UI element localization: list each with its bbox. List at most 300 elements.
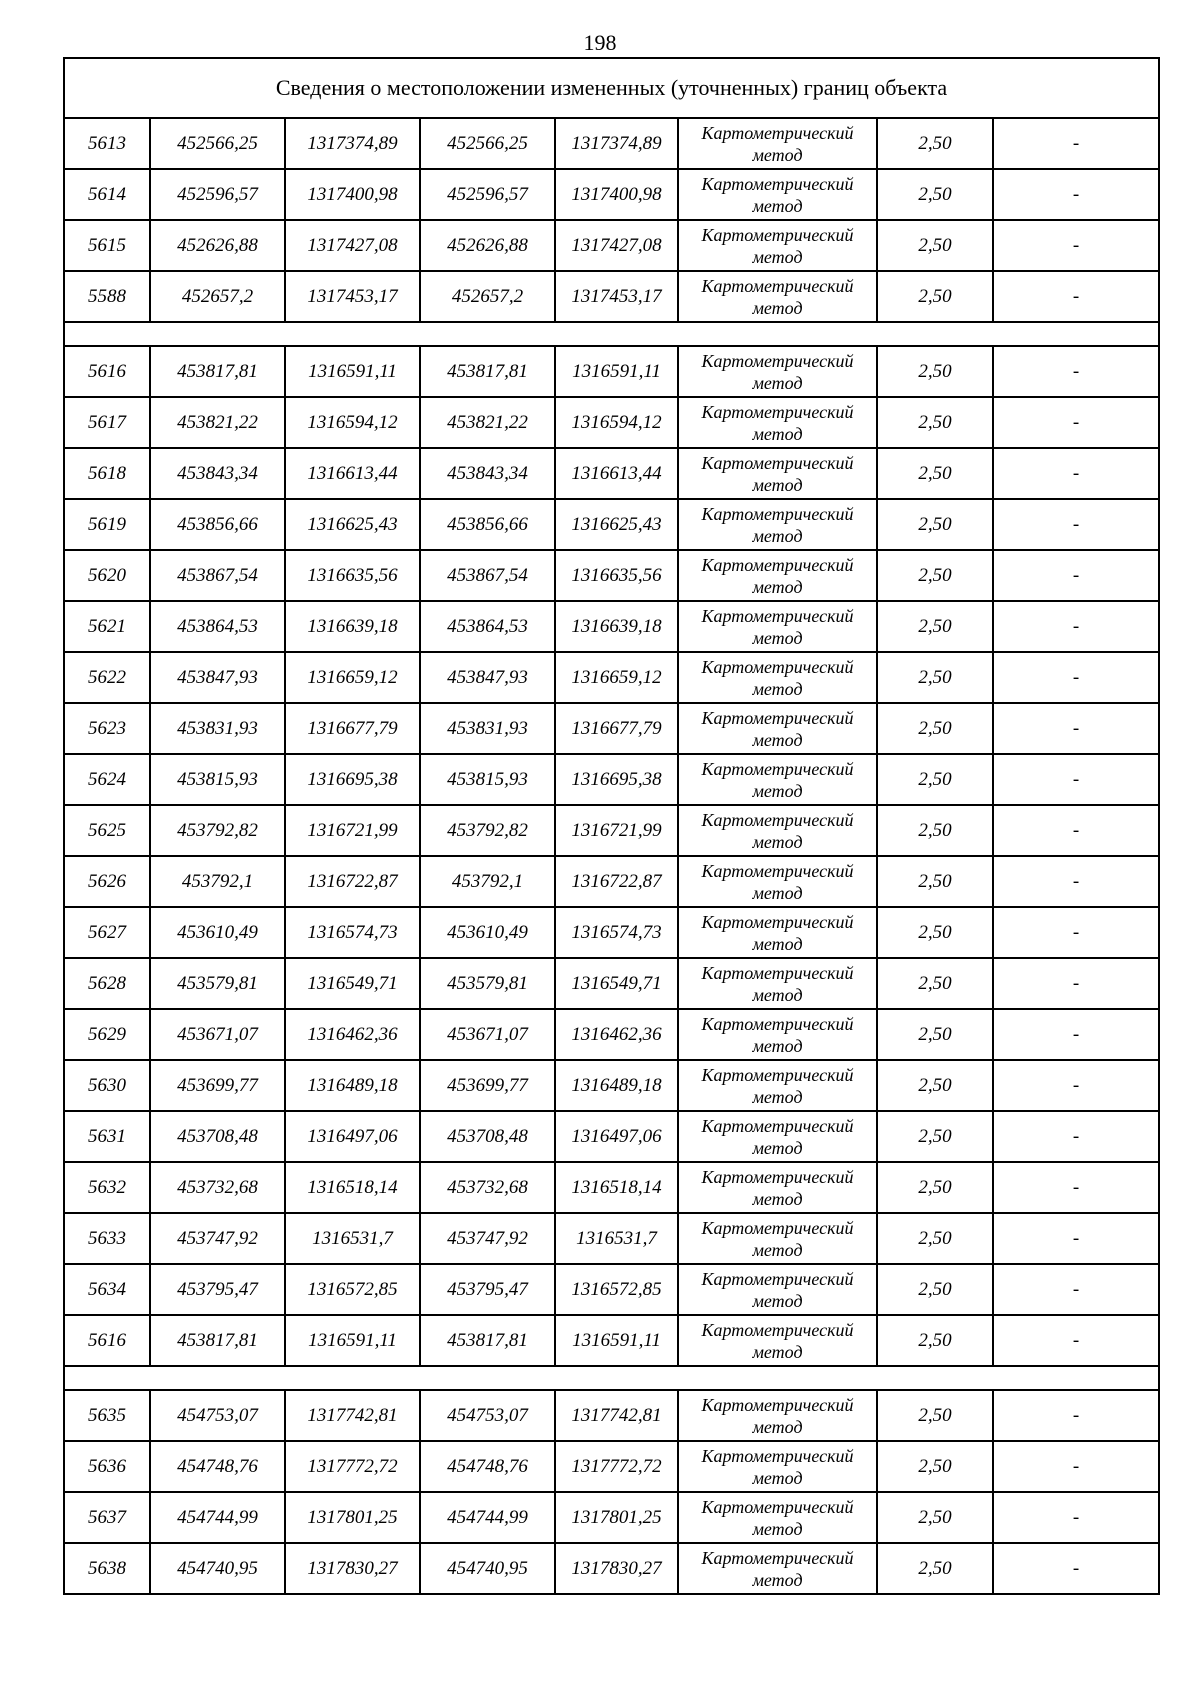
x-new-cell: 453856,66 [420, 499, 555, 550]
method-cell [678, 1213, 877, 1264]
method-line2: метод [752, 678, 803, 699]
y-new-cell: 1316625,43 [555, 499, 678, 550]
table-row [64, 1213, 1159, 1264]
table-row [64, 1162, 1159, 1213]
point-number-cell: 5637 [64, 1492, 150, 1543]
x-existing-cell: 453795,47 [150, 1264, 285, 1315]
method-cell [678, 169, 877, 220]
y-new-cell: 1317374,89 [555, 118, 678, 169]
y-existing-cell: 1316677,79 [285, 703, 420, 754]
method-line2: метод [752, 372, 803, 393]
table-row [64, 754, 1159, 805]
y-new-cell: 1316695,38 [555, 754, 678, 805]
y-existing-cell: 1316518,14 [285, 1162, 420, 1213]
note-cell: - [993, 754, 1159, 805]
point-number-cell: 5638 [64, 1543, 150, 1594]
note-cell: - [993, 1009, 1159, 1060]
y-new-cell: 1316591,11 [555, 346, 678, 397]
method-line2: метод [752, 1416, 803, 1437]
y-new-cell: 1317400,98 [555, 169, 678, 220]
method-line2: метод [752, 195, 803, 216]
accuracy-cell: 2,50 [877, 169, 993, 220]
x-new-cell: 452657,2 [420, 271, 555, 322]
method-line1: Картометрический [701, 554, 854, 575]
x-existing-cell: 454744,99 [150, 1492, 285, 1543]
y-new-cell: 1316659,12 [555, 652, 678, 703]
note-cell: - [993, 1441, 1159, 1492]
y-existing-cell: 1316659,12 [285, 652, 420, 703]
table-row [64, 397, 1159, 448]
y-existing-cell: 1317400,98 [285, 169, 420, 220]
x-existing-cell: 452596,57 [150, 169, 285, 220]
note-cell: - [993, 346, 1159, 397]
table-row [64, 1111, 1159, 1162]
accuracy-cell: 2,50 [877, 1162, 993, 1213]
point-number-cell: 5629 [64, 1009, 150, 1060]
table-title-row [64, 58, 1159, 118]
x-existing-cell: 452657,2 [150, 271, 285, 322]
method-line2: метод [752, 933, 803, 954]
y-new-cell: 1316572,85 [555, 1264, 678, 1315]
method-line2: метод [752, 627, 803, 648]
method-line2: метод [752, 525, 803, 546]
y-new-cell: 1316677,79 [555, 703, 678, 754]
method-line2: метод [752, 1086, 803, 1107]
point-number-cell: 5622 [64, 652, 150, 703]
method-line1: Картометрический [701, 173, 854, 194]
accuracy-cell: 2,50 [877, 1009, 993, 1060]
method-cell [678, 1492, 877, 1543]
method-line1: Картометрический [701, 224, 854, 245]
x-new-cell: 453792,1 [420, 856, 555, 907]
x-existing-cell: 454740,95 [150, 1543, 285, 1594]
accuracy-cell: 2,50 [877, 958, 993, 1009]
y-existing-cell: 1317427,08 [285, 220, 420, 271]
method-line1: Картометрический [701, 1013, 854, 1034]
note-cell: - [993, 550, 1159, 601]
method-line1: Картометрический [701, 1547, 854, 1568]
method-line2: метод [752, 423, 803, 444]
y-new-cell: 1317453,17 [555, 271, 678, 322]
y-new-cell: 1316594,12 [555, 397, 678, 448]
note-cell: - [993, 856, 1159, 907]
point-number-cell: 5635 [64, 1390, 150, 1441]
y-existing-cell: 1316613,44 [285, 448, 420, 499]
y-existing-cell: 1316497,06 [285, 1111, 420, 1162]
point-number-cell: 5631 [64, 1111, 150, 1162]
table-row [64, 1264, 1159, 1315]
note-cell: - [993, 118, 1159, 169]
y-new-cell: 1317427,08 [555, 220, 678, 271]
point-number-cell: 5630 [64, 1060, 150, 1111]
method-line2: метод [752, 1239, 803, 1260]
table-row [64, 1441, 1159, 1492]
table-row [64, 958, 1159, 1009]
method-line1: Картометрический [701, 350, 854, 371]
method-line2: метод [752, 1569, 803, 1590]
accuracy-cell: 2,50 [877, 754, 993, 805]
table-row [64, 550, 1159, 601]
x-existing-cell: 453792,82 [150, 805, 285, 856]
x-existing-cell: 453817,81 [150, 1315, 285, 1366]
method-line2: метод [752, 1290, 803, 1311]
x-existing-cell: 452626,88 [150, 220, 285, 271]
point-number-cell: 5623 [64, 703, 150, 754]
y-existing-cell: 1317742,81 [285, 1390, 420, 1441]
table-row [64, 601, 1159, 652]
y-new-cell: 1316635,56 [555, 550, 678, 601]
note-cell: - [993, 169, 1159, 220]
table-row [64, 346, 1159, 397]
point-number-cell: 5588 [64, 271, 150, 322]
note-cell: - [993, 1111, 1159, 1162]
accuracy-cell: 2,50 [877, 346, 993, 397]
accuracy-cell: 2,50 [877, 907, 993, 958]
x-new-cell: 454753,07 [420, 1390, 555, 1441]
x-new-cell: 453864,53 [420, 601, 555, 652]
method-cell [678, 754, 877, 805]
method-line1: Картометрический [701, 275, 854, 296]
x-existing-cell: 454753,07 [150, 1390, 285, 1441]
accuracy-cell: 2,50 [877, 1111, 993, 1162]
method-cell [678, 346, 877, 397]
method-line2: метод [752, 882, 803, 903]
method-line1: Картометрический [701, 1064, 854, 1085]
y-new-cell: 1316462,36 [555, 1009, 678, 1060]
accuracy-cell: 2,50 [877, 220, 993, 271]
method-cell [678, 118, 877, 169]
table-row [64, 1492, 1159, 1543]
y-new-cell: 1316722,87 [555, 856, 678, 907]
accuracy-cell: 2,50 [877, 856, 993, 907]
method-cell [678, 1543, 877, 1594]
method-cell [678, 1111, 877, 1162]
x-new-cell: 453699,77 [420, 1060, 555, 1111]
y-existing-cell: 1317830,27 [285, 1543, 420, 1594]
point-number-cell: 5633 [64, 1213, 150, 1264]
table-row [64, 1315, 1159, 1366]
method-cell [678, 1264, 877, 1315]
note-cell: - [993, 1390, 1159, 1441]
note-cell: - [993, 805, 1159, 856]
contour-separator-row [64, 322, 1159, 346]
x-new-cell: 452566,25 [420, 118, 555, 169]
table-row [64, 1009, 1159, 1060]
y-new-cell: 1316518,14 [555, 1162, 678, 1213]
x-existing-cell: 453699,77 [150, 1060, 285, 1111]
x-new-cell: 453671,07 [420, 1009, 555, 1060]
boundary-coordinates-table [63, 57, 1160, 1595]
x-new-cell: 453817,81 [420, 1315, 555, 1366]
method-cell [678, 550, 877, 601]
y-existing-cell: 1317453,17 [285, 271, 420, 322]
note-cell: - [993, 1213, 1159, 1264]
y-existing-cell: 1316695,38 [285, 754, 420, 805]
point-number-cell: 5618 [64, 448, 150, 499]
point-number-cell: 5632 [64, 1162, 150, 1213]
method-line2: метод [752, 780, 803, 801]
table-row [64, 499, 1159, 550]
method-line2: метод [752, 1137, 803, 1158]
contour-separator [64, 1366, 1159, 1390]
x-existing-cell: 453732,68 [150, 1162, 285, 1213]
table-row [64, 448, 1159, 499]
method-line1: Картометрический [701, 656, 854, 677]
x-existing-cell: 453579,81 [150, 958, 285, 1009]
table-row [64, 271, 1159, 322]
x-new-cell: 454744,99 [420, 1492, 555, 1543]
accuracy-cell: 2,50 [877, 1441, 993, 1492]
method-line1: Картометрический [701, 122, 854, 143]
method-line1: Картометрический [701, 1217, 854, 1238]
y-existing-cell: 1316591,11 [285, 346, 420, 397]
note-cell: - [993, 271, 1159, 322]
method-cell [678, 1441, 877, 1492]
x-existing-cell: 453831,93 [150, 703, 285, 754]
method-cell [678, 907, 877, 958]
accuracy-cell: 2,50 [877, 1213, 993, 1264]
x-existing-cell: 453856,66 [150, 499, 285, 550]
method-line2: метод [752, 1467, 803, 1488]
x-new-cell: 452596,57 [420, 169, 555, 220]
y-existing-cell: 1317801,25 [285, 1492, 420, 1543]
x-existing-cell: 453610,49 [150, 907, 285, 958]
note-cell: - [993, 1315, 1159, 1366]
method-line1: Картометрический [701, 452, 854, 473]
method-line1: Картометрический [701, 860, 854, 881]
y-existing-cell: 1316594,12 [285, 397, 420, 448]
y-new-cell: 1316497,06 [555, 1111, 678, 1162]
method-cell [678, 1390, 877, 1441]
table-row [64, 1060, 1159, 1111]
note-cell: - [993, 1543, 1159, 1594]
method-cell [678, 220, 877, 271]
x-new-cell: 453610,49 [420, 907, 555, 958]
x-new-cell: 453831,93 [420, 703, 555, 754]
method-line1: Картометрический [701, 1319, 854, 1340]
y-existing-cell: 1316549,71 [285, 958, 420, 1009]
x-new-cell: 453817,81 [420, 346, 555, 397]
method-line2: метод [752, 1518, 803, 1539]
accuracy-cell: 2,50 [877, 1315, 993, 1366]
point-number-cell: 5620 [64, 550, 150, 601]
point-number-cell: 5616 [64, 1315, 150, 1366]
method-cell [678, 499, 877, 550]
method-line1: Картометрический [701, 1268, 854, 1289]
x-existing-cell: 453671,07 [150, 1009, 285, 1060]
accuracy-cell: 2,50 [877, 1492, 993, 1543]
table-row [64, 907, 1159, 958]
accuracy-cell: 2,50 [877, 1264, 993, 1315]
accuracy-cell: 2,50 [877, 1060, 993, 1111]
x-existing-cell: 453817,81 [150, 346, 285, 397]
y-new-cell: 1317801,25 [555, 1492, 678, 1543]
table-row [64, 805, 1159, 856]
point-number-cell: 5617 [64, 397, 150, 448]
x-new-cell: 453732,68 [420, 1162, 555, 1213]
table-row [64, 1543, 1159, 1594]
method-line1: Картометрический [701, 401, 854, 422]
method-line1: Картометрический [701, 503, 854, 524]
x-existing-cell: 453821,22 [150, 397, 285, 448]
y-new-cell: 1317830,27 [555, 1543, 678, 1594]
table-row [64, 169, 1159, 220]
method-line2: метод [752, 246, 803, 267]
method-line2: метод [752, 144, 803, 165]
x-new-cell: 453795,47 [420, 1264, 555, 1315]
x-existing-cell: 454748,76 [150, 1441, 285, 1492]
method-cell [678, 1162, 877, 1213]
table-row [64, 703, 1159, 754]
x-existing-cell: 453847,93 [150, 652, 285, 703]
method-line1: Картометрический [701, 962, 854, 983]
x-existing-cell: 453815,93 [150, 754, 285, 805]
method-cell [678, 652, 877, 703]
method-line1: Картометрический [701, 1166, 854, 1187]
point-number-cell: 5628 [64, 958, 150, 1009]
x-new-cell: 453867,54 [420, 550, 555, 601]
x-new-cell: 453708,48 [420, 1111, 555, 1162]
method-line2: метод [752, 297, 803, 318]
x-existing-cell: 453792,1 [150, 856, 285, 907]
note-cell: - [993, 1264, 1159, 1315]
table-body [64, 58, 1159, 1594]
y-existing-cell: 1316635,56 [285, 550, 420, 601]
method-line1: Картометрический [701, 605, 854, 626]
method-line1: Картометрический [701, 1445, 854, 1466]
accuracy-cell: 2,50 [877, 652, 993, 703]
note-cell: - [993, 1060, 1159, 1111]
accuracy-cell: 2,50 [877, 118, 993, 169]
table-row [64, 1390, 1159, 1441]
point-number-cell: 5615 [64, 220, 150, 271]
note-cell: - [993, 499, 1159, 550]
accuracy-cell: 2,50 [877, 1390, 993, 1441]
accuracy-cell: 2,50 [877, 550, 993, 601]
method-line1: Картометрический [701, 1115, 854, 1136]
method-line1: Картометрический [701, 707, 854, 728]
x-existing-cell: 453843,34 [150, 448, 285, 499]
y-new-cell: 1317772,72 [555, 1441, 678, 1492]
table-row [64, 118, 1159, 169]
y-existing-cell: 1316574,73 [285, 907, 420, 958]
method-line2: метод [752, 831, 803, 852]
method-cell [678, 1315, 877, 1366]
note-cell: - [993, 448, 1159, 499]
table-row [64, 652, 1159, 703]
table-title: Сведения о местоположении измененных (уточненных) границ объекта [64, 58, 1159, 118]
method-line1: Картометрический [701, 1496, 854, 1517]
x-new-cell: 453747,92 [420, 1213, 555, 1264]
accuracy-cell: 2,50 [877, 1543, 993, 1594]
note-cell: - [993, 397, 1159, 448]
method-line1: Картометрический [701, 809, 854, 830]
method-cell [678, 448, 877, 499]
note-cell: - [993, 1492, 1159, 1543]
method-line2: метод [752, 984, 803, 1005]
accuracy-cell: 2,50 [877, 703, 993, 754]
y-existing-cell: 1316462,36 [285, 1009, 420, 1060]
note-cell: - [993, 601, 1159, 652]
point-number-cell: 5619 [64, 499, 150, 550]
point-number-cell: 5636 [64, 1441, 150, 1492]
note-cell: - [993, 1162, 1159, 1213]
point-number-cell: 5616 [64, 346, 150, 397]
method-cell [678, 1060, 877, 1111]
point-number-cell: 5614 [64, 169, 150, 220]
x-new-cell: 453792,82 [420, 805, 555, 856]
x-new-cell: 453843,34 [420, 448, 555, 499]
point-number-cell: 5624 [64, 754, 150, 805]
y-new-cell: 1316531,7 [555, 1213, 678, 1264]
point-number-cell: 5634 [64, 1264, 150, 1315]
y-existing-cell: 1316572,85 [285, 1264, 420, 1315]
x-existing-cell: 453867,54 [150, 550, 285, 601]
y-existing-cell: 1316591,11 [285, 1315, 420, 1366]
method-line2: метод [752, 1188, 803, 1209]
method-line2: метод [752, 576, 803, 597]
accuracy-cell: 2,50 [877, 271, 993, 322]
method-line2: метод [752, 474, 803, 495]
note-cell: - [993, 703, 1159, 754]
y-existing-cell: 1317374,89 [285, 118, 420, 169]
method-line1: Картометрический [701, 758, 854, 779]
y-existing-cell: 1316531,7 [285, 1213, 420, 1264]
y-new-cell: 1317742,81 [555, 1390, 678, 1441]
note-cell: - [993, 958, 1159, 1009]
y-existing-cell: 1316489,18 [285, 1060, 420, 1111]
table-row [64, 856, 1159, 907]
y-existing-cell: 1316625,43 [285, 499, 420, 550]
method-cell [678, 958, 877, 1009]
y-new-cell: 1316639,18 [555, 601, 678, 652]
point-number-cell: 5627 [64, 907, 150, 958]
y-existing-cell: 1316721,99 [285, 805, 420, 856]
y-new-cell: 1316613,44 [555, 448, 678, 499]
method-cell [678, 271, 877, 322]
accuracy-cell: 2,50 [877, 601, 993, 652]
x-new-cell: 453579,81 [420, 958, 555, 1009]
method-line1: Картометрический [701, 1394, 854, 1415]
point-number-cell: 5621 [64, 601, 150, 652]
y-existing-cell: 1316639,18 [285, 601, 420, 652]
accuracy-cell: 2,50 [877, 397, 993, 448]
note-cell: - [993, 907, 1159, 958]
y-new-cell: 1316721,99 [555, 805, 678, 856]
note-cell: - [993, 220, 1159, 271]
accuracy-cell: 2,50 [877, 499, 993, 550]
x-existing-cell: 453864,53 [150, 601, 285, 652]
method-line2: метод [752, 1035, 803, 1056]
y-new-cell: 1316549,71 [555, 958, 678, 1009]
x-new-cell: 453815,93 [420, 754, 555, 805]
accuracy-cell: 2,50 [877, 805, 993, 856]
x-new-cell: 454748,76 [420, 1441, 555, 1492]
point-number-cell: 5625 [64, 805, 150, 856]
method-line2: метод [752, 729, 803, 750]
x-existing-cell: 453747,92 [150, 1213, 285, 1264]
method-cell [678, 397, 877, 448]
method-cell [678, 856, 877, 907]
method-cell [678, 601, 877, 652]
contour-separator [64, 322, 1159, 346]
table-row [64, 220, 1159, 271]
point-number-cell: 5613 [64, 118, 150, 169]
y-existing-cell: 1316722,87 [285, 856, 420, 907]
y-existing-cell: 1317772,72 [285, 1441, 420, 1492]
x-existing-cell: 452566,25 [150, 118, 285, 169]
x-new-cell: 453821,22 [420, 397, 555, 448]
